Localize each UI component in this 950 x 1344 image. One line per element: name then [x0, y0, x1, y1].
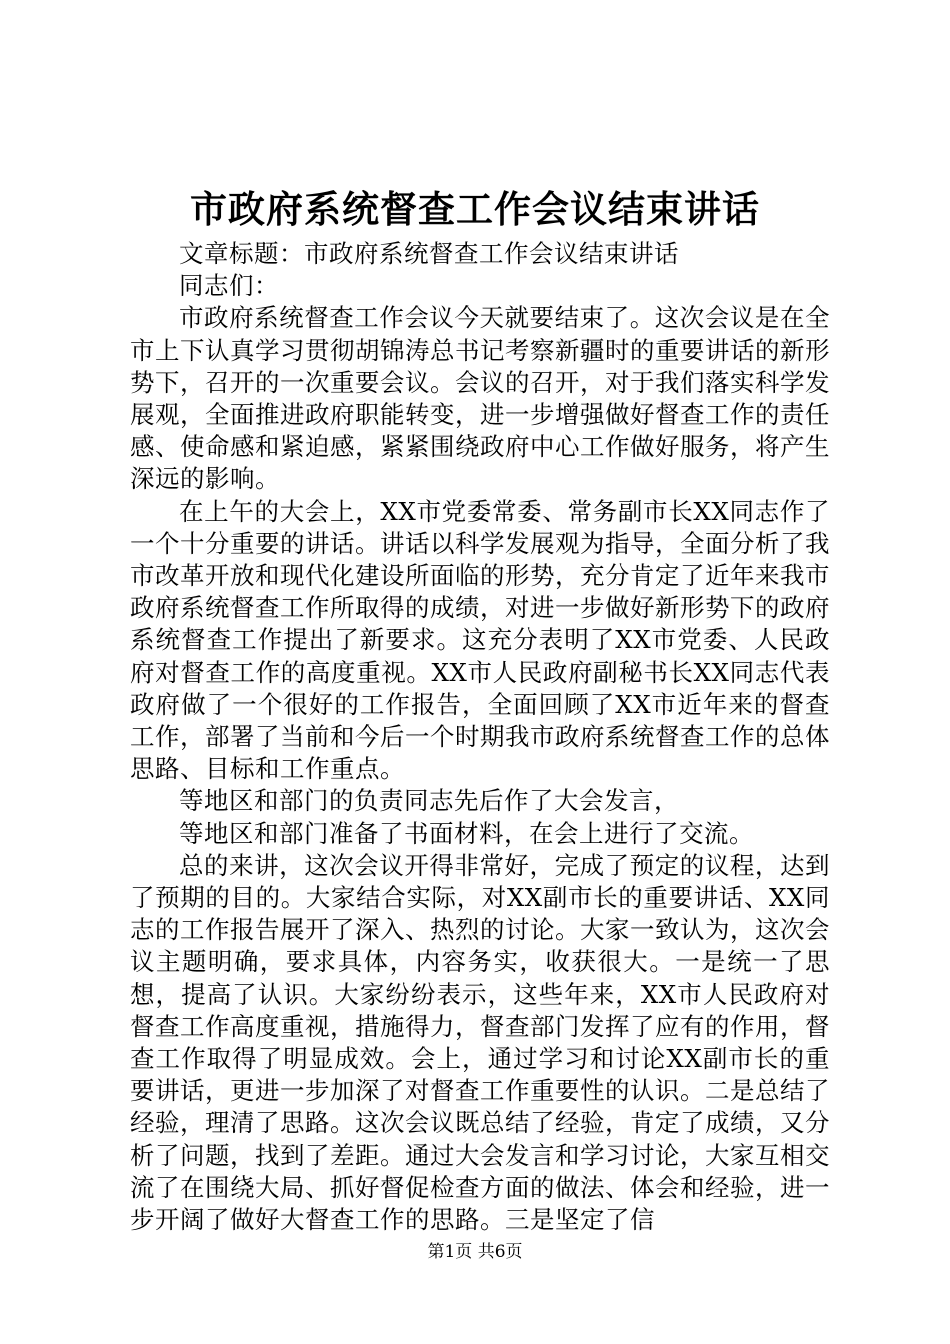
paragraph-4: 等地区和部门准备了书面材料，在会上进行了交流。: [179, 818, 754, 848]
paragraph-2: 在上午的大会上，XX市党委常委、常务副市长XX同志作了一个十分重要的讲话。讲话以科学发展观为指导，全面分析了我市改革开放和现代化建设所面临的形势，充分肯定了近年来我市政府系统督查工作所取得的成绩，对进一步做好新形势下的政府系统督查工作提出了新要求。这充分表明了XX市党委、人民政府对督查工作的高度重视。XX市人民政府副秘书长XX同志代表政府做了一个很好的工作报告，全面回顾了XX市近年来的督查工作，部署了当前和今后一个时期我市政府系统督查工作的总体思路、目标和工作重点。: [130, 496, 830, 784]
paragraph-1: 市政府系统督查工作会议今天就要结束了。这次会议是在全市上下认真学习贯彻胡锦涛总书记考察新疆时的重要讲话的新形势下，召开的一次重要会议。会议的召开，对于我们落实科学发展观，全面推进政府职能转变，进一步增强做好督查工作的责任感、使命感和紧迫感，紧紧围绕政府中心工作做好服务，将产生深远的影响。: [130, 303, 830, 494]
paragraph-3: 等地区和部门的负责同志先后作了大会发言，: [179, 786, 679, 816]
page-number-footer: 第1页 共6页: [427, 1242, 523, 1262]
paragraph-5: 总的来讲，这次会议开得非常好，完成了预定的议程，达到了预期的目的。大家结合实际，对XX副市长的重要讲话、XX同志的工作报告展开了深入、热烈的讨论。大家一致认为，这次会议主题明确，要求具体，内容务实，收获很大。一是统一了思想，提高了认识。大家纷纷表示，这些年来，XX市人民政府对督查工作高度重视，措施得力，督查部门发挥了应有的作用，督查工作取得了明显成效。会上，通过学习和讨论XX副市长的重要讲话，更进一步加深了对督查工作重要性的认识。二是总结了经验，理清了思路。这次会议既总结了经验，肯定了成绩，又分析了问题，找到了差距。通过大会发言和学习讨论，大家互相交流了在围绕大局、抓好督促检查方面的做法、体会和经验，进一步开阔了做好大督查工作的思路。三是坚定了信: [130, 850, 830, 1235]
document-body: [130, 238, 830, 1236]
salutation: 同志们：: [179, 271, 279, 301]
document-title: 市政府系统督查工作会议结束讲话: [190, 187, 760, 231]
article-title-line: 文章标题：市政府系统督查工作会议结束讲话: [179, 239, 679, 268]
